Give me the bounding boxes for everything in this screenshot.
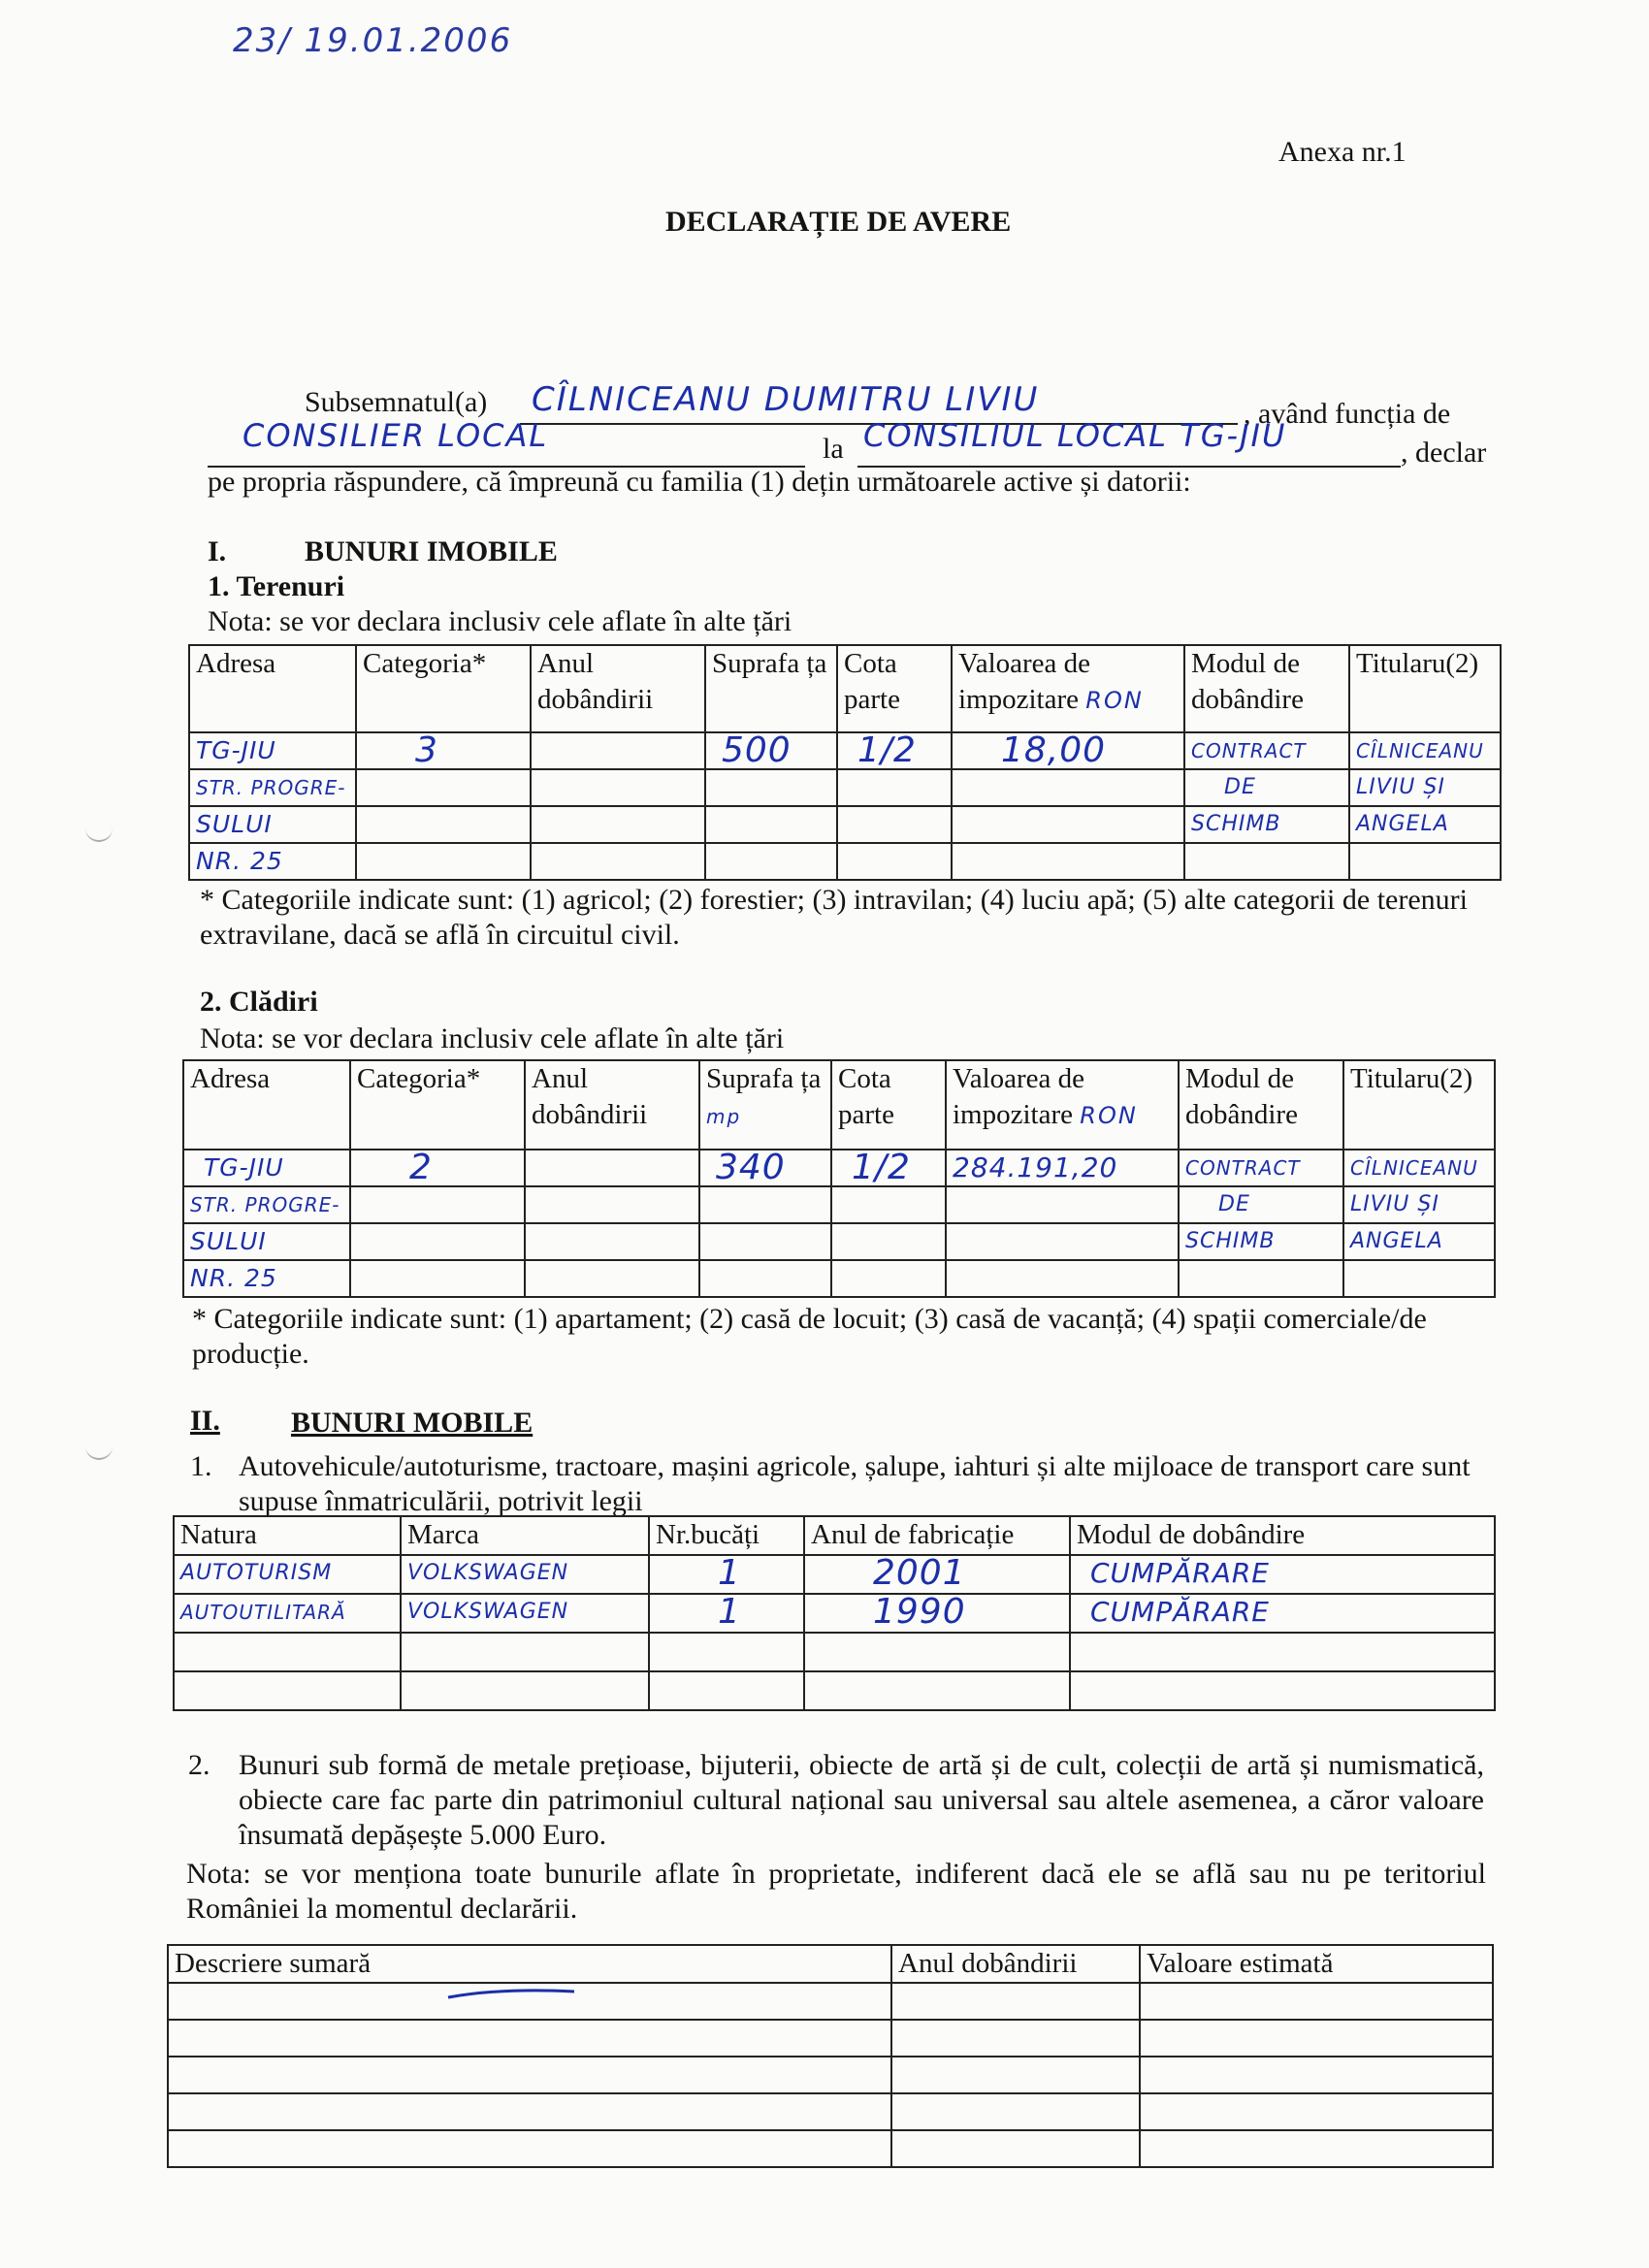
header-anul-dobandirii: Anul dobândirii: [891, 1945, 1140, 1983]
header-valoare-label: Valoarea de impozitare: [953, 1063, 1085, 1130]
cell-natura: AUTOUTILITARĂ: [174, 1594, 401, 1633]
cell-adresa: SULUI: [183, 1223, 350, 1260]
cell-descriere: [168, 2130, 891, 2167]
table-row: [189, 769, 1501, 806]
buildings-note: Nota: se vor declara inclusiv cele aflate în alte țări: [200, 1022, 785, 1054]
cell-anul: [531, 732, 705, 769]
cell-valoare-estimata: [1140, 2093, 1493, 2130]
cell-cota: [837, 806, 952, 843]
cell-valoare-estimata: [1140, 2020, 1493, 2057]
cell-anul-fabricatie: [804, 1671, 1070, 1710]
cell-descriere: [168, 2020, 891, 2057]
land-footnote: * Categoriile indicate sunt: (1) agricol; (2) forestier; (3) intravilan; (4) luciu apă; (5) alte categorii de terenuri extravilane, dacă se află în circuitul civil.: [200, 884, 1468, 951]
table-row: [174, 1594, 1495, 1633]
cell-anul: [525, 1186, 699, 1223]
cell-marca: VOLKSWAGEN: [401, 1594, 649, 1633]
cell-valoare: [946, 1260, 1179, 1297]
cell-titular: [1343, 1260, 1495, 1297]
cell-modul: [1179, 1260, 1343, 1297]
cell-nr-bucati: 1: [649, 1555, 804, 1594]
buildings-heading: 2. Clădiri: [200, 986, 318, 1018]
cell-anul-fabricatie: 2001: [804, 1555, 1070, 1594]
table-row: [174, 1555, 1495, 1594]
land-heading: 1. Terenuri: [208, 570, 345, 602]
cell-modul: CONTRACT: [1179, 1150, 1343, 1186]
cell-titular: [1349, 843, 1501, 880]
header-valoare-estimata: Valoare estimată: [1140, 1945, 1493, 1983]
cell-valoare: 284.191,20: [946, 1150, 1179, 1186]
table-row: [174, 1671, 1495, 1710]
cell-adresa: NR. 25: [183, 1260, 350, 1297]
header-nr-bucati: Nr.bucăți: [649, 1516, 804, 1555]
header-modul-dobandire: Modul de dobândire: [1070, 1516, 1495, 1555]
table-row: [168, 2057, 1493, 2093]
cell-titular: LIVIU ȘI: [1343, 1186, 1495, 1223]
cell-anul: [525, 1260, 699, 1297]
table-row: [183, 1260, 1495, 1297]
table-row: [174, 1633, 1495, 1671]
valuables-note: Nota: se vor menționa toate bunurile aflate în proprietate, indiferent dacă ele se află sau nu pe teritoriul României la momentul declarării.: [186, 1858, 1486, 1925]
cell-marca: [401, 1671, 649, 1710]
cell-suprafata: [705, 769, 837, 806]
header-modul: Modul de dobândire: [1184, 645, 1349, 732]
cell-valoare: [946, 1186, 1179, 1223]
cell-modul-dobandire: CUMPĂRARE: [1070, 1594, 1495, 1633]
header-descriere: Descriere sumară: [168, 1945, 891, 1983]
cell-categoria: [350, 1186, 525, 1223]
header-marca: Marca: [401, 1516, 649, 1555]
table-row: [183, 1186, 1495, 1223]
header-valoare: [952, 645, 1184, 732]
cell-titular: CÎLNICEANU: [1343, 1150, 1495, 1186]
cell-categoria: [350, 1223, 525, 1260]
cell-categoria: 2: [350, 1150, 525, 1186]
cell-anul: [531, 806, 705, 843]
cell-cota: [837, 769, 952, 806]
blank-dash-mark: [444, 1984, 580, 2003]
header-anul: Anul dobândirii: [531, 645, 705, 732]
cell-categoria: [356, 806, 531, 843]
institution-value: CONSILIUL LOCAL TG-JIU: [863, 417, 1287, 454]
section-ii-numeral: II.: [190, 1405, 220, 1437]
value-unit: RON: [1085, 687, 1144, 714]
cell-titular: ANGELA: [1349, 806, 1501, 843]
cell-adresa: TG-JIU: [183, 1150, 350, 1186]
undersigned-label: Subsemnatul(a): [305, 386, 488, 418]
cell-titular: CÎLNICEANU: [1349, 732, 1501, 769]
cell-valoare: [952, 843, 1184, 880]
cell-anul-dobandirii: [891, 2057, 1140, 2093]
cell-cota: 1/2: [837, 732, 952, 769]
cell-modul: SCHIMB: [1184, 806, 1349, 843]
cell-cota: [831, 1186, 946, 1223]
header-suprafata: [699, 1060, 831, 1150]
function-value: CONSILIER LOCAL: [242, 417, 549, 454]
declare-label: , declar: [1401, 437, 1487, 469]
cell-valoare: 18,00: [952, 732, 1184, 769]
cell-modul: CONTRACT: [1184, 732, 1349, 769]
cell-natura: [174, 1671, 401, 1710]
cell-categoria: 3: [356, 732, 531, 769]
cell-valoare: [952, 806, 1184, 843]
cell-modul: DE: [1179, 1186, 1343, 1223]
cell-suprafata: 500: [705, 732, 837, 769]
vehicles-text: Autovehicule/autoturisme, tractoare, mașini agricole, șalupe, iahturi și alte mijloace de transport care sunt supuse înmatriculării, potrivit legii: [239, 1450, 1471, 1517]
table-row: [189, 806, 1501, 843]
cell-suprafata: [699, 1186, 831, 1223]
page-title: DECLARAȚIE DE AVERE: [665, 206, 1012, 238]
cell-adresa: TG-JIU: [189, 732, 356, 769]
cell-titular: ANGELA: [1343, 1223, 1495, 1260]
cell-modul: SCHIMB: [1179, 1223, 1343, 1260]
table-row: [168, 2093, 1493, 2130]
cell-anul-fabricatie: 1990: [804, 1594, 1070, 1633]
cell-descriere: [168, 1983, 891, 2020]
cell-anul-dobandirii: [891, 2020, 1140, 2057]
cell-suprafata: 340: [699, 1150, 831, 1186]
cell-suprafata: [705, 843, 837, 880]
cell-modul-dobandire: [1070, 1671, 1495, 1710]
table-row: [189, 732, 1501, 769]
header-valoare: [946, 1060, 1179, 1150]
punch-hole-mark: [85, 1441, 113, 1460]
header-adresa: Adresa: [183, 1060, 350, 1150]
cell-categoria: [350, 1260, 525, 1297]
land-note: Nota: se vor declara inclusiv cele aflate în alte țări: [208, 605, 792, 637]
function-label: , având funcția de: [1244, 398, 1451, 430]
cell-adresa: STR. PROGRE-: [189, 769, 356, 806]
cell-anul-fabricatie: [804, 1633, 1070, 1671]
cell-titular: LIVIU ȘI: [1349, 769, 1501, 806]
cell-suprafata: [705, 806, 837, 843]
cell-nr-bucati: [649, 1671, 804, 1710]
cell-nr-bucati: [649, 1633, 804, 1671]
cell-anul: [525, 1150, 699, 1186]
cell-anul-dobandirii: [891, 2130, 1140, 2167]
table-row: [168, 2020, 1493, 2057]
registration-number: 23/ 19.01.2006: [233, 21, 513, 60]
annex-label: Anexa nr.1: [1278, 136, 1406, 168]
cell-modul-dobandire: CUMPĂRARE: [1070, 1555, 1495, 1594]
header-valoare-label: Valoarea de impozitare: [958, 648, 1091, 715]
header-suprafata-label: Suprafa ța: [706, 1063, 822, 1094]
punch-hole-mark: [85, 823, 113, 842]
cell-marca: [401, 1633, 649, 1671]
header-adresa: Adresa: [189, 645, 356, 732]
declarant-name: CÎLNICEANU DUMITRU LIVIU: [532, 380, 1040, 419]
buildings-footnote: * Categoriile indicate sunt: (1) apartament; (2) casă de locuit; (3) casă de vacanță; (4) spații comerciale/de producție.: [192, 1303, 1427, 1370]
cell-modul: DE: [1184, 769, 1349, 806]
cell-anul: [531, 843, 705, 880]
cell-anul: [531, 769, 705, 806]
header-cota: Cota parte: [837, 645, 952, 732]
vehicles-item-number: 1.: [190, 1450, 212, 1482]
header-anul-fabricatie: Anul de fabricație: [804, 1516, 1070, 1555]
header-suprafata: Suprafa ța: [705, 645, 837, 732]
cell-valoare-estimata: [1140, 1983, 1493, 2020]
header-cota: Cota parte: [831, 1060, 946, 1150]
cell-valoare: [952, 769, 1184, 806]
cell-adresa: STR. PROGRE-: [183, 1186, 350, 1223]
cell-anul: [525, 1223, 699, 1260]
cell-modul: [1184, 843, 1349, 880]
cell-valoare-estimata: [1140, 2057, 1493, 2093]
header-titular: Titularu(2): [1349, 645, 1501, 732]
cell-anul-dobandirii: [891, 2093, 1140, 2130]
header-categoria: Categoria*: [356, 645, 531, 732]
table-row: [168, 2130, 1493, 2167]
cell-descriere: [168, 2057, 891, 2093]
table-row: [189, 843, 1501, 880]
header-modul: Modul de dobândire: [1179, 1060, 1343, 1150]
cell-adresa: SULUI: [189, 806, 356, 843]
cell-marca: VOLKSWAGEN: [401, 1555, 649, 1594]
statement-text: pe propria răspundere, că împreună cu familia (1) dețin următoarele active și datorii:: [208, 466, 1191, 498]
cell-categoria: [356, 843, 531, 880]
cell-valoare: [946, 1223, 1179, 1260]
vehicles-table: [173, 1515, 1496, 1711]
cell-natura: AUTOTURISM: [174, 1555, 401, 1594]
valuables-text: Bunuri sub formă de metale prețioase, bijuterii, obiecte de artă și de cult, colecții de artă și numismatică, obiecte care fac parte din patrimoniul cultural național sau universal sau altele asemenea, a căror valoare însumată depășește 5.000 Euro.: [239, 1749, 1484, 1851]
cell-natura: [174, 1633, 401, 1671]
header-natura: Natura: [174, 1516, 401, 1555]
table-row: [168, 1983, 1493, 2020]
buildings-table: [182, 1059, 1496, 1298]
cell-adresa: NR. 25: [189, 843, 356, 880]
section-ii-title: BUNURI MOBILE: [291, 1407, 534, 1439]
cell-cota: 1/2: [831, 1150, 946, 1186]
cell-valoare-estimata: [1140, 2130, 1493, 2167]
value-unit: RON: [1080, 1102, 1138, 1129]
cell-categoria: [356, 769, 531, 806]
area-unit: mp: [706, 1105, 742, 1128]
cell-anul-dobandirii: [891, 1983, 1140, 2020]
cell-cota: [831, 1260, 946, 1297]
cell-nr-bucati: 1: [649, 1594, 804, 1633]
section-i-title: BUNURI IMOBILE: [305, 535, 558, 567]
valuables-table: [167, 1944, 1494, 2168]
cell-suprafata: [699, 1223, 831, 1260]
header-categoria: Categoria*: [350, 1060, 525, 1150]
header-titular: Titularu(2): [1343, 1060, 1495, 1150]
cell-descriere: [168, 2093, 891, 2130]
section-i-numeral: I.: [208, 535, 227, 567]
header-anul: Anul dobândirii: [525, 1060, 699, 1150]
cell-suprafata: [699, 1260, 831, 1297]
cell-cota: [837, 843, 952, 880]
institution-label: la: [823, 433, 844, 465]
cell-modul-dobandire: [1070, 1633, 1495, 1671]
table-row: [183, 1150, 1495, 1186]
valuables-item-number: 2.: [188, 1749, 210, 1781]
table-row: [183, 1223, 1495, 1260]
land-table: [188, 644, 1502, 881]
cell-cota: [831, 1223, 946, 1260]
